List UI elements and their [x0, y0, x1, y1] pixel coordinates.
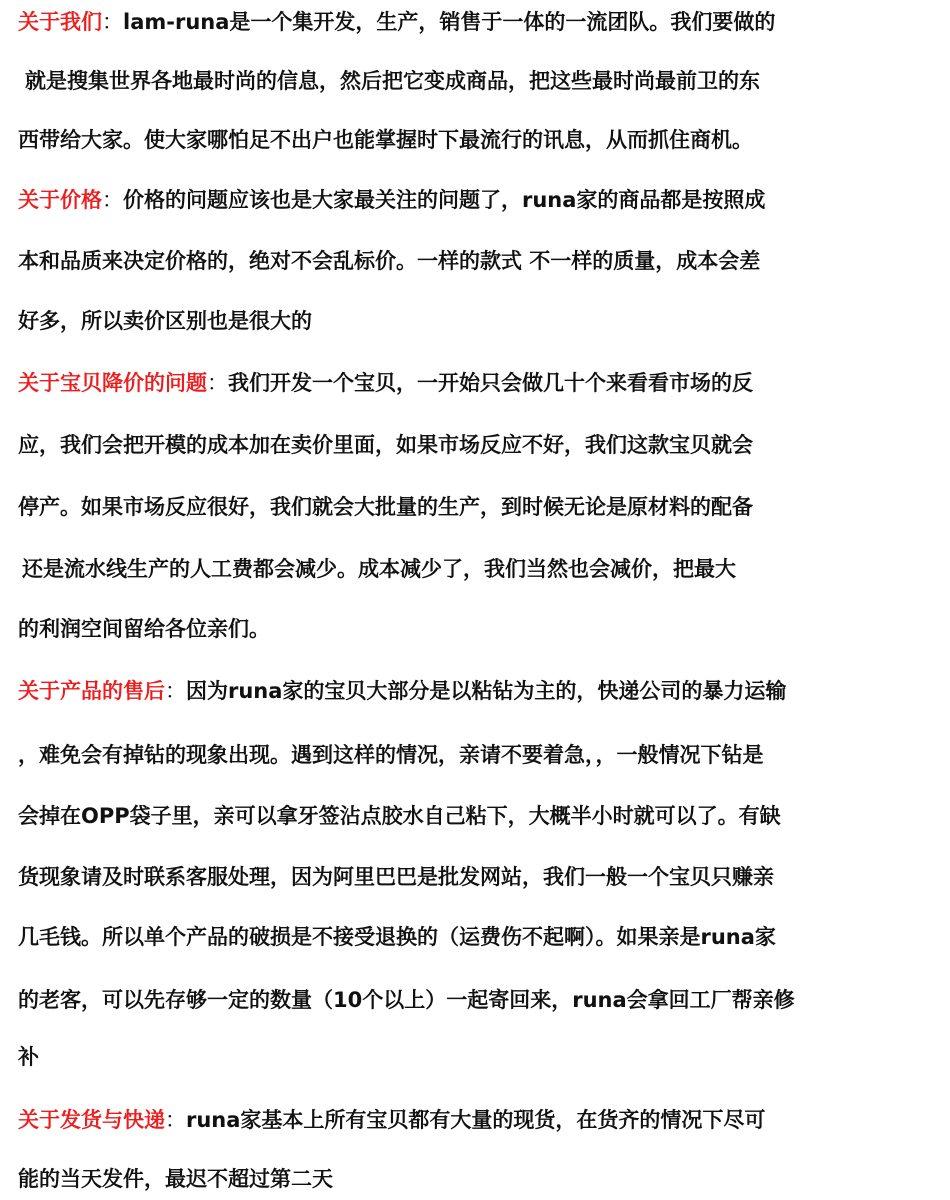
after-sales-text-5: 几毛钱。所以单个产品的破损是不接受退换的（运费伤不起啊）。如果亲是runa家: [18, 925, 776, 949]
after-sales-text-3: 会掉在OPP袋子里，亲可以拿牙签沾点胶水自己粘下，大概半小时就可以了。有缺: [18, 804, 781, 828]
price-drop-text-4: 还是流水线生产的人工费都会减少。成本减少了，我们当然也会减价，把最大: [22, 557, 736, 581]
shipping-text-1: runa家基本上所有宝贝都有大量的现货，在货齐的情况下尽可: [186, 1108, 766, 1132]
price-drop-text-5: 的利润空间留给各位亲们。: [18, 617, 270, 641]
after-sales-line-6: [18, 985, 795, 1015]
after-sales-line-7: [18, 1042, 39, 1072]
heading-separator: ：: [207, 371, 228, 395]
heading-separator: ：: [102, 188, 123, 212]
price-drop-text-2: 应，我们会把开模的成本加在卖价里面，如果市场反应不好，我们这款宝贝就会: [18, 433, 753, 457]
heading-separator: ：: [165, 1108, 186, 1132]
after-sales-text-6: 的老客，可以先存够一定的数量（10个以上）一起寄回来，runa会拿回工厂帮亲修: [18, 988, 795, 1012]
price-drop-text-1: 我们开发一个宝贝，一开始只会做几十个来看看市场的反: [228, 371, 753, 395]
after-sales-line-4: [18, 862, 774, 892]
price-line-2: [18, 246, 760, 276]
section-heading-price-drop: 关于宝贝降价的问题: [18, 371, 207, 395]
price-text-2: 本和品质来决定价格的，绝对不会乱标价。一样的款式 不一样的质量，成本会差: [18, 249, 761, 273]
about-us-line-3: [18, 125, 753, 155]
price-drop-line-1: [18, 368, 753, 398]
after-sales-line-2: [18, 740, 764, 770]
after-sales-line-3: [18, 801, 781, 831]
shipping-text-2: 能的当天发件，最迟不超过第二天: [18, 1167, 333, 1191]
section-heading-price: 关于价格: [18, 188, 102, 212]
about-us-line-2: [25, 66, 760, 96]
about-us-line-1: [18, 7, 775, 37]
after-sales-text-2: ，难免会有掉钻的现象出现。遇到这样的情况，亲请不要着急，，一般情况下钻是: [18, 743, 764, 767]
about-us-text-1: lam-runa是一个集开发，生产，销售于一体的一流团队。我们要做的: [123, 10, 776, 34]
section-heading-about-us: 关于我们: [18, 10, 102, 34]
price-drop-line-5: [18, 614, 270, 644]
about-us-text-2: 就是搜集世界各地最时尚的信息，然后把它变成商品，把这些最时尚最前卫的东: [25, 69, 760, 93]
about-us-text-3: 西带给大家。使大家哪怕足不出户也能掌握时下最流行的讯息，从而抓住商机。: [18, 128, 753, 152]
price-text-1: 价格的问题应该也是大家最关注的问题了，runa家的商品都是按照成: [123, 188, 766, 212]
shipping-line-2: [18, 1164, 333, 1194]
after-sales-text-4: 货现象请及时联系客服处理，因为阿里巴巴是批发网站，我们一般一个宝贝只赚亲: [18, 865, 774, 889]
price-line-3: [18, 306, 312, 336]
price-drop-text-3: 停产。如果市场反应很好，我们就会大批量的生产，到时候无论是原材料的配备: [18, 495, 753, 519]
price-drop-line-4: [22, 554, 736, 584]
after-sales-text-7: 补: [18, 1045, 39, 1069]
price-drop-line-2: [18, 430, 753, 460]
section-heading-after-sales: 关于产品的售后: [18, 679, 165, 703]
shipping-line-1: [18, 1105, 765, 1135]
heading-separator: ：: [165, 679, 186, 703]
price-drop-line-3: [18, 492, 753, 522]
heading-separator: ：: [102, 10, 123, 34]
after-sales-line-1: [18, 676, 786, 706]
after-sales-text-1: 因为runa家的宝贝大部分是以粘钻为主的，快递公司的暴力运输: [186, 679, 787, 703]
price-line-1: [18, 185, 765, 215]
after-sales-line-5: [18, 922, 776, 952]
section-heading-shipping: 关于发货与快递: [18, 1108, 165, 1132]
price-text-3: 好多，所以卖价区别也是很大的: [18, 309, 312, 333]
